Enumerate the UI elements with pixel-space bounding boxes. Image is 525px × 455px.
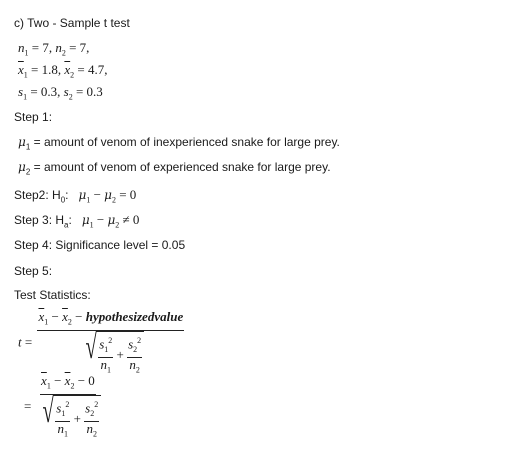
sample-means: $\overline{x}_1 = 1.8$, $\overline{x}_2 = 4.7$, bbox=[18, 62, 108, 80]
test-statistics-label: Test Statistics: bbox=[14, 288, 91, 302]
title: c) Two - Sample t test bbox=[14, 16, 130, 30]
step5-label: Step 5: bbox=[14, 264, 53, 278]
t-formula-general: t = $\overline{x}_1 - \overline{x}_2$ − hypothesizedvalue √ $\frac{s_1^2}{n_1}$ + $\frac{s_2^2}{n_2}$ bbox=[18, 310, 184, 377]
mu1-definition: $\mu_1$ = amount of venom of inexperienced snake for large prey. bbox=[18, 135, 340, 152]
sample-sizes: $n_1 = 7$, $n_2 = 7$, bbox=[18, 40, 90, 58]
step2-null-hypothesis: Step2: $H_0$: $\mu_1 - \mu_2 = 0$ bbox=[14, 187, 137, 205]
mu2-definition: $\mu_2$ = amount of venom of experienced snake for large prey. bbox=[18, 160, 331, 177]
step4-significance: Step 4: Significance level = 0.05 bbox=[14, 238, 186, 252]
t-formula-null: = $\overline{x}_1 - \overline{x}_2 - 0$ √ $\frac{s_1^2}{n_1}$ + $\frac{s_2^2}{n_2}$ bbox=[24, 374, 101, 441]
sample-sds: $s_1 = 0.3$, $s_2 = 0.3$ bbox=[18, 84, 103, 102]
step3-alt-hypothesis: Step 3: $H_a$: $\mu_1 - \mu_2 \ne 0$ bbox=[14, 212, 140, 230]
step1-label: Step 1: bbox=[14, 110, 53, 124]
